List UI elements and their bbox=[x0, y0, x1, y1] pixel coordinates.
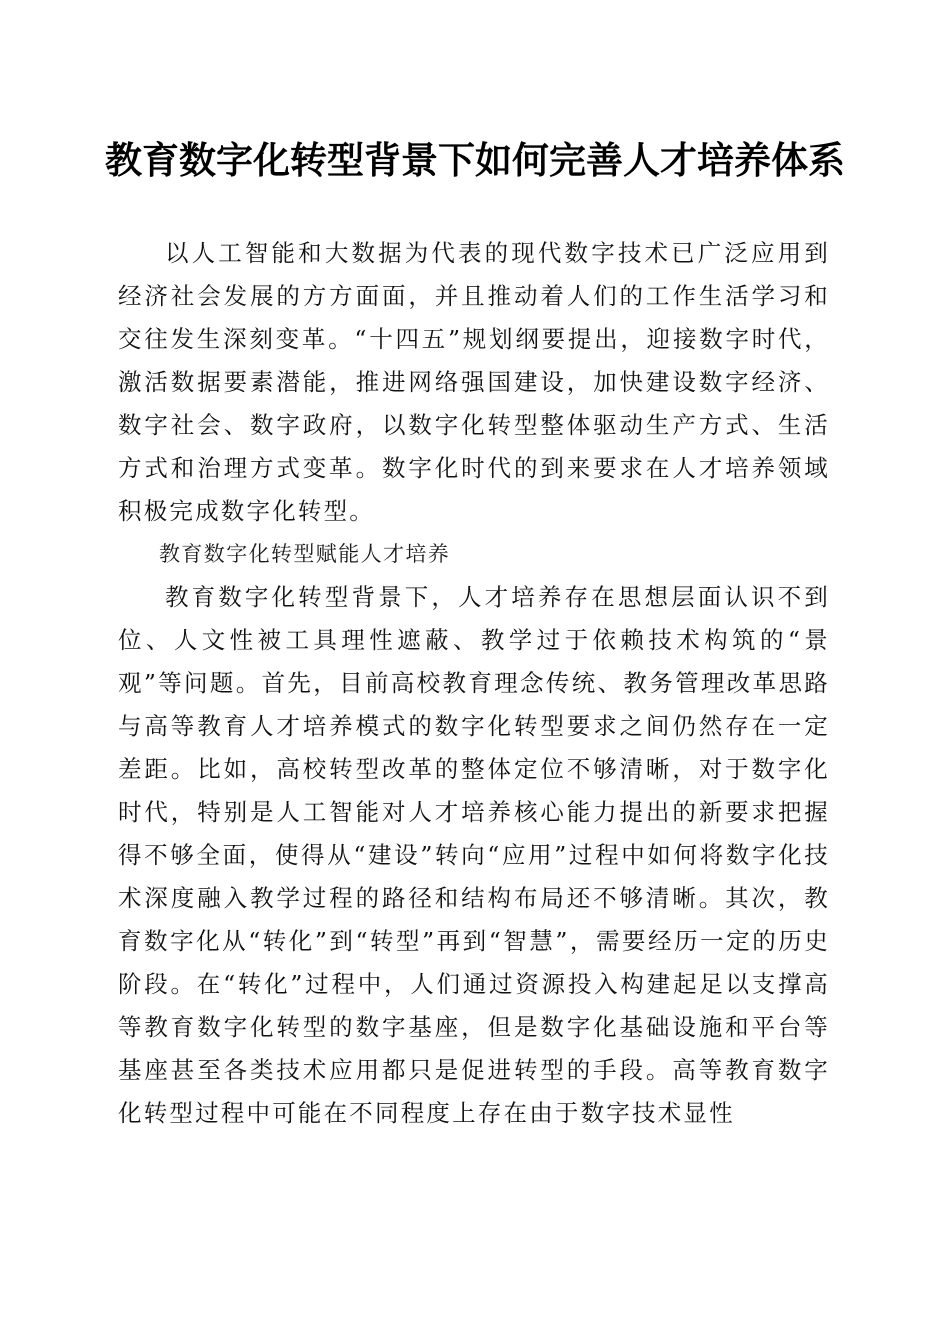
document-body bbox=[118, 232, 830, 1135]
document-title: 教育数字化转型背景下如何完善人才培养体系 bbox=[105, 138, 845, 182]
body-paragraph: 教育数字化转型背景下，人才培养存在思想层面认识不到位、人文性被工具理性遮蔽、教学过于依赖技术构筑的“景观”等问题。首先，目前高校教育理念传统、教务管理改革思路与高等教育人才培养模式的数字化转型要求之间仍然存在一定差距。比如，高校转型改革的整体定位不够清晰，对于数字化时代，特别是人工智能对人才培养核心能力提出的新要求把握得不够全面，使得从“建设”转向“应用”过程中如何将数字化技术深度融入教学过程的路径和结构布局还不够清晰。其次，教育数字化从“转化”到“转型”再到“智慧”，需要经历一定的历史阶段。在“转化”过程中，人们通过资源投入构建起足以支撑高等教育数字化转型的数字基座，但是数字化基础设施和平台等基座甚至各类技术应用都只是促进转型的手段。高等教育数字化转型过程中可能在不同程度上存在由于数字技术显性 bbox=[118, 583, 830, 1127]
body-paragraph: 以人工智能和大数据为代表的现代数字技术已广泛应用到经济社会发展的方方面面，并且推动着人们的工作生活学习和交往发生深刻变革。“十四五”规划纲要提出，迎接数字时代，激活数据要素潜能，推进网络强国建设，加快建设数字经济、数字社会、数字政府，以数字化转型整体驱动生产方式、生活方式和治理方式变革。数字化时代的到来要求在人才培养领域积极完成数字化转型。 bbox=[118, 239, 830, 525]
section-heading: 教育数字化转型赋能人才培养 bbox=[159, 542, 451, 566]
